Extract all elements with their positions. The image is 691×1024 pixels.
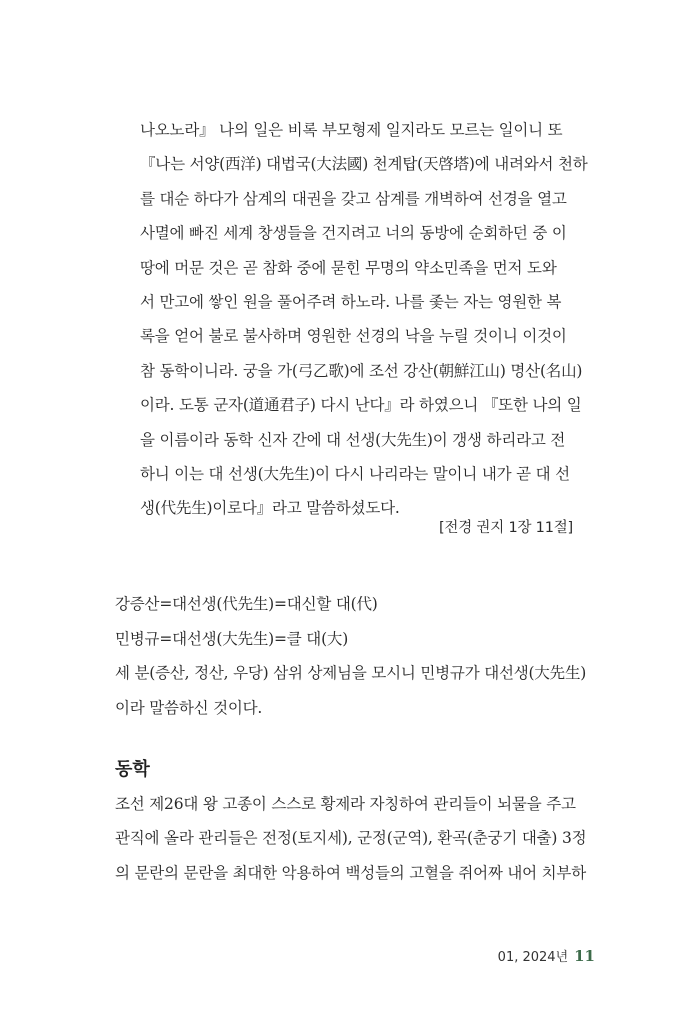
quote-line-5: 땅에 머문 것은 곧 참화 중에 묻힌 무명의 약소민족을 먼저 도와 [140, 258, 557, 277]
section-body [115, 787, 595, 890]
body-line-2: 관직에 올라 관리들은 전정(토지세), 군정(군역), 환곡(춘궁기 대출) 3정 [115, 829, 587, 848]
quote-line-10: 을 이름이라 동학 신자 간에 대 선생(大先生)이 갱생 하리라고 전 [140, 430, 566, 449]
note-line-4: 이라 말씀하신 것이다. [115, 698, 263, 717]
quote-line-1: 나오노라』 나의 일은 비록 부모형제 일지라도 모르는 일이니 또 [140, 121, 563, 139]
quote-line-2: 『나는 서양(西洋) 대법국(大法國) 천계탑(天啓塔)에 내려와서 천하 [140, 155, 588, 174]
page-footer [498, 946, 595, 965]
note-line-1: 강증산=대선생(代先生)=대신할 대(代) [115, 595, 378, 613]
note-line-2: 민병규=대선생(大先生)=클 대(大) [115, 629, 349, 648]
quote-line-4: 사멸에 빠진 세계 창생들을 건지려고 너의 동방에 순회하던 중 이 [140, 224, 567, 243]
notes-block [115, 587, 585, 725]
quote-citation: [전경 권지 1장 11절] [438, 520, 573, 536]
scripture-quote [140, 113, 586, 526]
issue-label: 01, 2024년 [497, 950, 569, 965]
section-heading: 동학 [115, 759, 150, 780]
quote-line-9: 이라. 도통 군자(道通君子) 다시 난다』라 하였으니 『또한 나의 일 [140, 396, 582, 415]
body-line-1: 조선 제26대 왕 고종이 스스로 황제라 자칭하여 관리들이 뇌물을 주고 [115, 795, 576, 813]
quote-line-7: 록을 얻어 불로 불사하며 영원한 선경의 낙을 누릴 것이니 이것이 [140, 327, 567, 346]
body-line-3: 의 문란의 문란을 최대한 악용하여 백성들의 고혈을 쥐어짜 내어 치부하 [115, 863, 586, 882]
quote-line-6: 서 만고에 쌓인 원을 풀어주려 하노라. 나를 좇는 자는 영원한 복 [140, 293, 562, 312]
quote-line-3: 를 대순 하다가 삼계의 대권을 갖고 삼계를 개벽하여 선경을 열고 [140, 189, 567, 208]
quote-line-11: 하니 이는 대 선생(大先生)이 다시 나리라는 말이니 내가 곧 대 선 [140, 465, 570, 484]
page-number: 11 [574, 947, 595, 965]
note-line-3: 세 분(증산, 정산, 우당) 삼위 상제님을 모시니 민병규가 대선생(大先生) [115, 664, 587, 682]
quote-line-12: 생(代先生)이로다』라고 말씀하셨도다. [140, 499, 400, 518]
quote-line-8: 참 동학이니라. 궁을 가(弓乙歌)에 조선 강산(朝鮮江山) 명산(名山) [140, 361, 583, 380]
